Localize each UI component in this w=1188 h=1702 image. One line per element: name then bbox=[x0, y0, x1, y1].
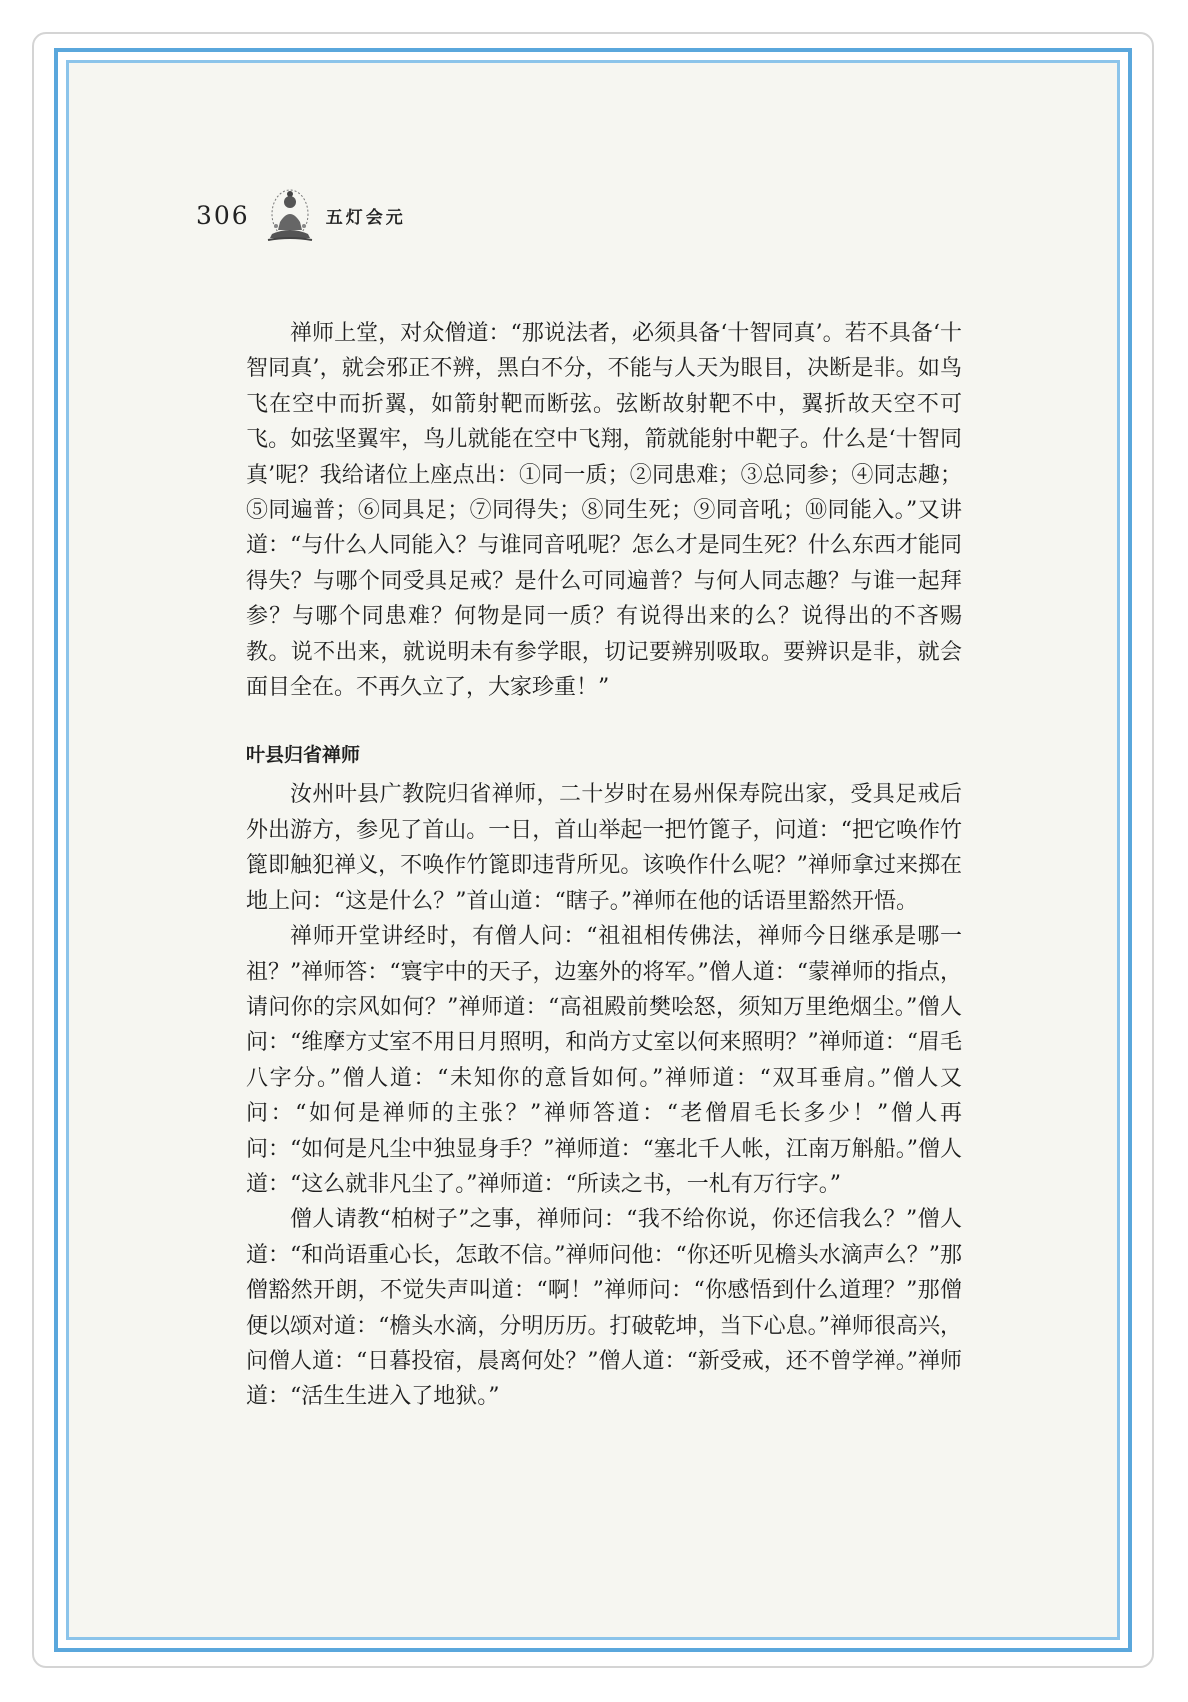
paragraph: 汝州叶县广教院归省禅师，二十岁时在易州保寿院出家，受具足戒后外出游方，参见了首山。一日，首山举起一把竹篦子，问道：“把它唤作竹篦即触犯禅义，不唤作竹篦即违背所见。该唤作什么呢？”禅师拿过来掷在地上问：“这是什么？”首山道：“瞎子。”禅师在他的话语里豁然开悟。 bbox=[246, 782, 962, 914]
seated-buddha-icon bbox=[264, 186, 316, 244]
paragraph: 禅师上堂，对众僧道：“那说法者，必须具备‘十智同真’。若不具备‘十智同真’，就会邪正不辨，黑白不分，不能与人天为眼目，决断是非。如鸟飞在空中而折翼，如箭射靶而断弦。弦断故射靶不中，翼折故天空不可飞。如弦坚翼牢，鸟儿就能在空中飞翔，箭就能射中靶子。什么是‘十智同真’呢？我给诸位上座点出：①同一质；②同患难；③总同参；④同志趣；⑤同遍普；⑥同具足；⑦同得失；⑧同生死；⑨同音吼；⑩同能入。”又讲道：“与什么人同能入？与谁同音吼呢？怎么才是同生死？什么东西才能同得失？与哪个同受具足戒？是什么可同遍普？与何人同志趣？与谁一起拜参？与哪个同患难？何物是同一质？有说得出来的么？说得出的不吝赐教。说不出来，就说明未有参学眼，切记要辨别吸取。要辨识是非，就会面目全在。不再久立了，大家珍重！” bbox=[246, 321, 962, 701]
paragraph: 僧人请教“柏树子”之事，禅师问：“我不给你说，你还信我么？”僧人道：“和尚语重心长，怎敢不信。”禅师问他：“你还听见檐头水滴声么？”那僧豁然开朗，不觉失声叫道：“啊！”禅师问：“你感悟到什么道理？”那僧便以颂对道：“檐头水滴，分明历历。打破乾坤，当下心息。”禅师很高兴，问僧人道：“日暮投宿，晨离何处？”僧人道：“新受戒，还不曾学禅。”禅师道：“活生生进入了地狱。” bbox=[246, 1207, 962, 1410]
section-title: 叶县归省禅师 bbox=[246, 744, 361, 767]
main-text bbox=[246, 316, 962, 1415]
book-title: 五灯会元 bbox=[325, 207, 406, 228]
page-number: 306 bbox=[196, 200, 250, 230]
paragraph: 禅师开堂讲经时，有僧人问：“祖祖相传佛法，禅师今日继承是哪一祖？”禅师答：“寰宇中的天子，边塞外的将军。”僧人道：“蒙禅师的指点，请问你的宗风如何？”禅师道：“高祖殿前樊哙怒，须知万里绝烟尘。”僧人问：“维摩方丈室不用日月照明，和尚方丈室以何来照明？”禅师道：“眉毛八字分。”僧人道：“未知你的意旨如何。”禅师道：“双耳垂肩。”僧人又问：“如何是禅师的主张？”禅师答道：“老僧眉毛长多少！”僧人再问：“如何是凡尘中独显身手？”禅师道：“塞北千人帐，江南万斛船。”僧人道：“这么就非凡尘了。”禅师道：“所读之书，一札有万行字。” bbox=[246, 924, 962, 1197]
page-header bbox=[196, 188, 406, 242]
